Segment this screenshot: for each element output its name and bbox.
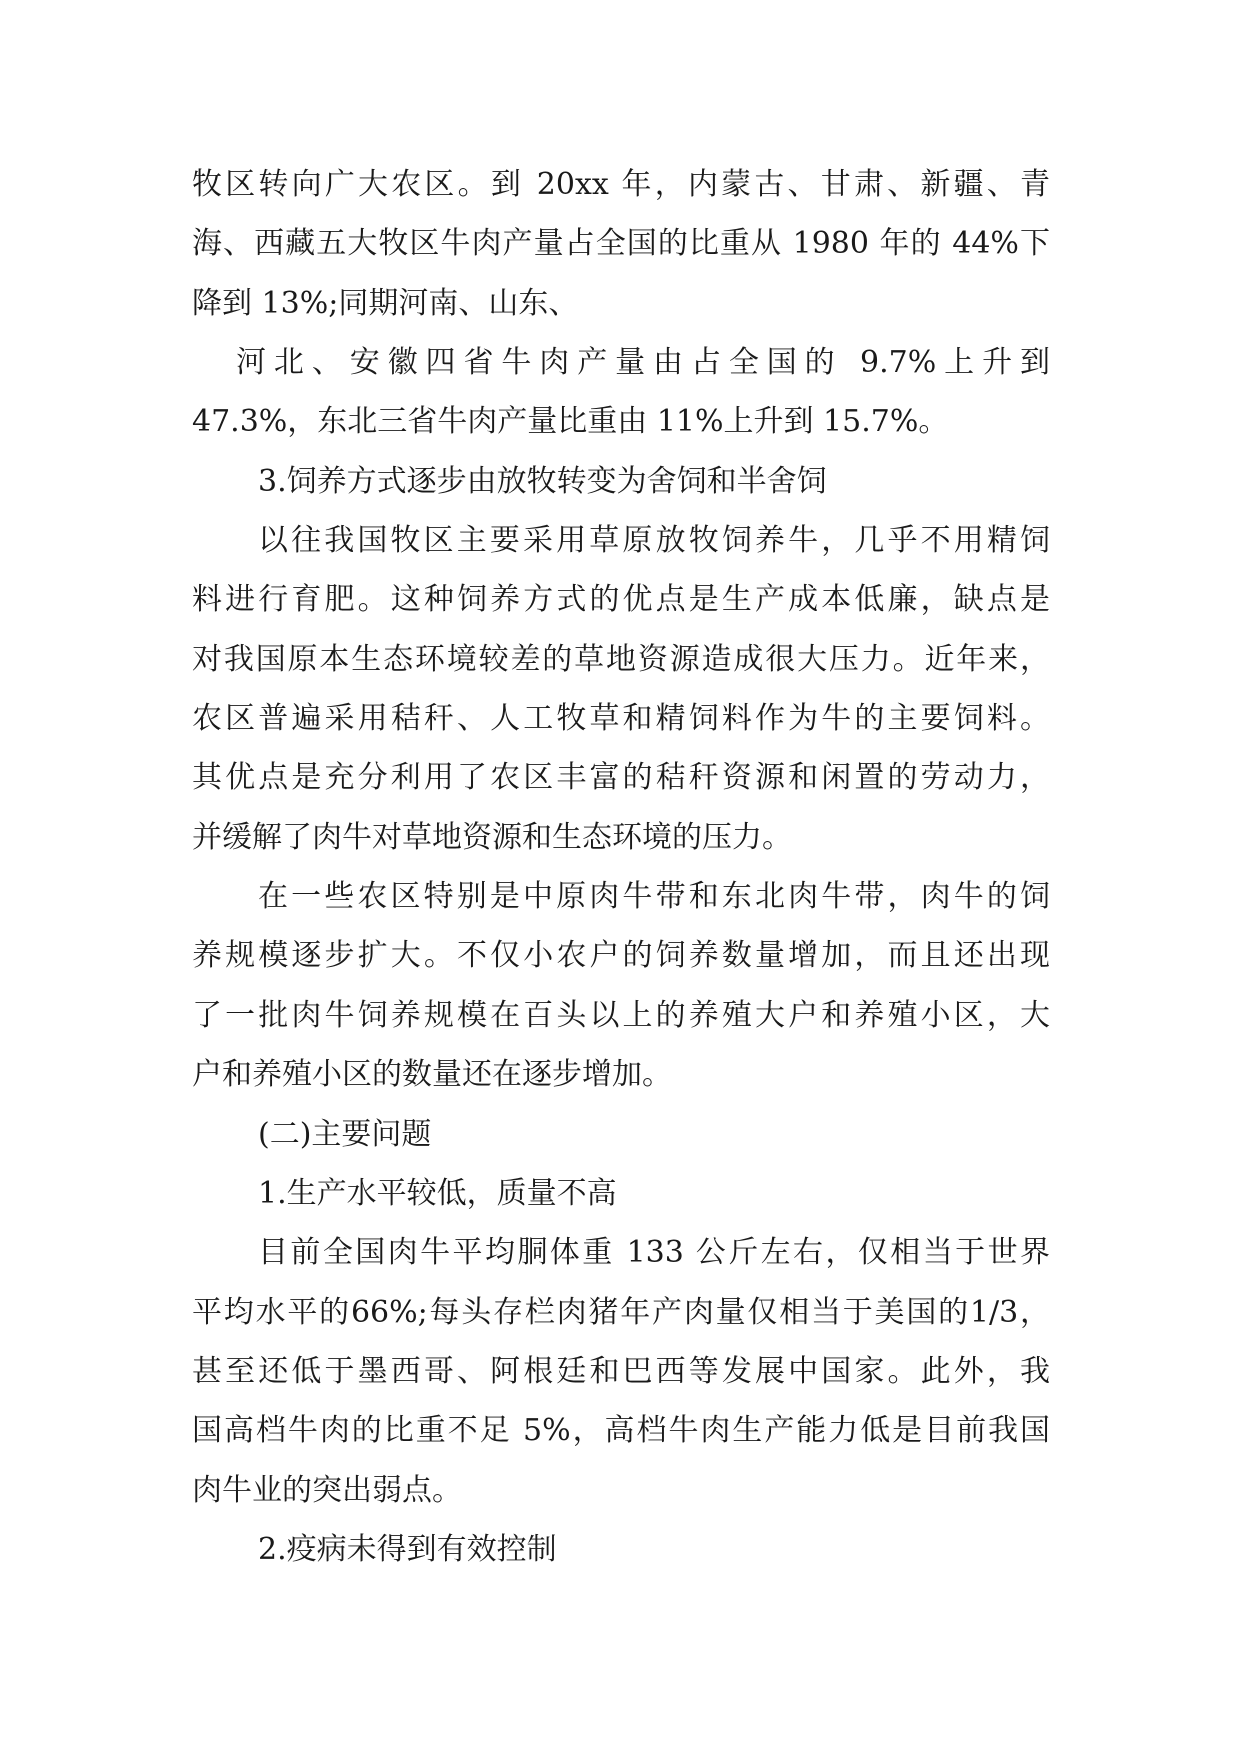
text-line: 甚至还低于墨西哥、阿根廷和巴西等发展中国家。此外，我 [192,1353,1050,1389]
text-line: 平均水平的66%;每头存栏肉猪年产肉量仅相当于美国的1/3， [192,1294,1050,1330]
text-line: 降到 13%;同期河南、山东、 [192,285,579,321]
text-line: 国高档牛肉的比重不足 5%，高档牛肉生产能力低是目前我国 [192,1413,1050,1449]
text-line: 其优点是充分利用了农区丰富的秸秆资源和闲置的劳动力， [192,760,1050,796]
text-line: 河北、安徽四省牛肉产量由占全国的 9.7%上升到 [236,345,1050,381]
text-line: 47.3%，东北三省牛肉产量比重由 11%上升到 15.7%。 [192,404,949,440]
section-heading: (二)主要问题 [258,1116,432,1152]
text-line: 户和养殖小区的数量还在逐步增加。 [192,1057,672,1093]
section-heading: 3.饲养方式逐步由放牧转变为舍饲和半舍饲 [258,463,827,499]
text-line: 料进行育肥。这种饲养方式的优点是生产成本低廉，缺点是 [192,582,1050,618]
body-text [192,155,1050,1579]
section-heading: 1.生产水平较低，质量不高 [258,1175,617,1211]
text-line: 以往我国牧区主要采用草原放牧饲养牛，几乎不用精饲 [258,523,1050,559]
text-line: 了一批肉牛饲养规模在百头以上的养殖大户和养殖小区，大 [192,997,1050,1033]
text-line: 对我国原本生态环境较差的草地资源造成很大压力。近年来， [192,641,1050,677]
text-line: 目前全国肉牛平均胴体重 133 公斤左右，仅相当于世界 [258,1235,1050,1271]
text-line: 农区普遍采用秸秆、人工牧草和精饲料作为牛的主要饲料。 [192,701,1050,737]
text-line: 在一些农区特别是中原肉牛带和东北肉牛带，肉牛的饲 [258,879,1050,915]
section-heading: 2.疫病未得到有效控制 [258,1531,557,1567]
text-line: 并缓解了肉牛对草地资源和生态环境的压力。 [192,819,792,855]
text-line: 海、西藏五大牧区牛肉产量占全国的比重从 1980 年的 44%下 [192,226,1050,262]
text-line: 牧区转向广大农区。到 20xx 年，内蒙古、甘肃、新疆、青 [192,167,1050,202]
text-line: 肉牛业的突出弱点。 [192,1472,462,1508]
text-line: 养规模逐步扩大。不仅小农户的饲养数量增加，而且还出现 [192,938,1050,974]
